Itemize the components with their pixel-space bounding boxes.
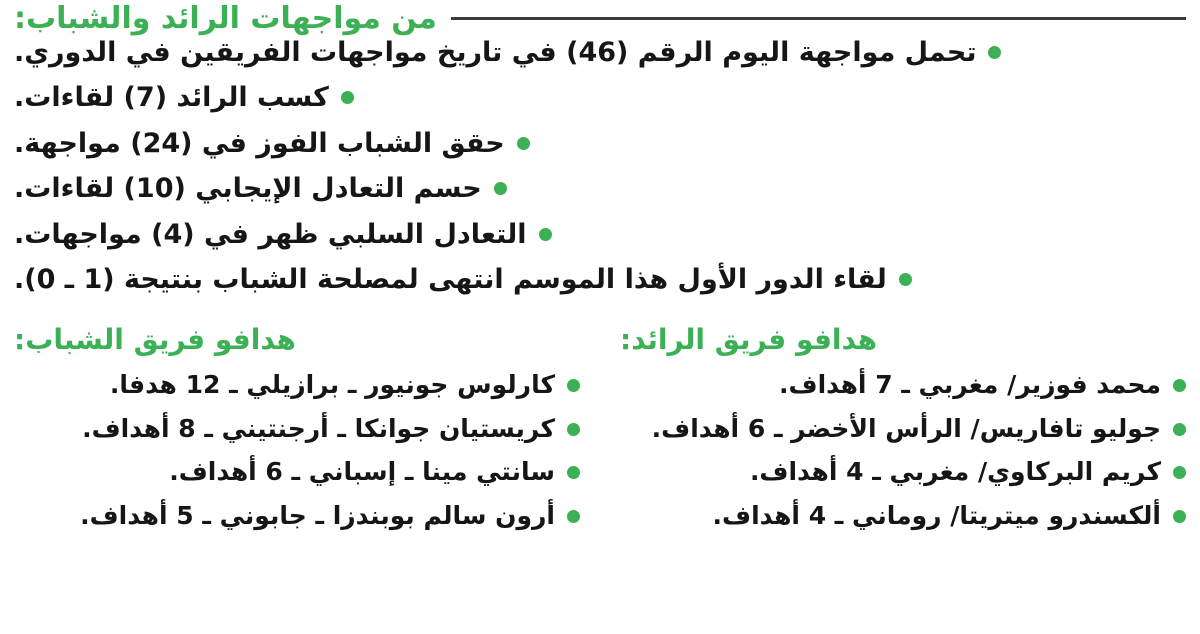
scorer-text: محمد فوزير/ مغربي ـ 7 أهداف. xyxy=(779,370,1161,400)
article-page xyxy=(0,2,1200,634)
list-item xyxy=(14,369,580,402)
bullet-dot-icon xyxy=(517,137,530,150)
column-title-shabab: هدافو فريق الشباب: xyxy=(14,322,296,356)
bullet-dot-icon xyxy=(567,466,580,479)
bullet-dot-icon xyxy=(567,510,580,523)
fact-text: تحمل مواجهة اليوم الرقم (46) في تاريخ مواجهات الفريقين في الدوري. xyxy=(14,37,977,68)
scorers-columns xyxy=(14,322,1186,544)
fact-text: لقاء الدور الأول هذا الموسم انتهى لمصلحة الشباب بنتيجة (1 ـ 0). xyxy=(14,264,887,296)
list-item xyxy=(14,500,580,533)
scorer-text: كريستيان جوانكا ـ أرجنتيني ـ 8 أهداف. xyxy=(82,413,555,443)
list-item xyxy=(14,262,1186,298)
list-item xyxy=(620,456,1186,489)
bullet-dot-icon xyxy=(1173,510,1186,523)
scorer-text: سانتي مينا ـ إسباني ـ 6 أهداف. xyxy=(169,457,555,487)
list-item xyxy=(14,126,1186,162)
scorer-text: ألكسندرو ميتريتا/ روماني ـ 4 أهداف. xyxy=(712,500,1161,530)
shabab-scorers-list xyxy=(14,369,580,532)
bullet-dot-icon xyxy=(1173,379,1186,392)
section-heading: من مواجهات الرائد والشباب: xyxy=(14,1,437,36)
bullet-dot-icon xyxy=(567,379,580,392)
scorer-text: كريم البركاوي/ مغربي ـ 4 أهداف. xyxy=(749,457,1161,487)
list-item xyxy=(620,413,1186,446)
bullet-dot-icon xyxy=(1173,423,1186,436)
facts-list xyxy=(14,35,1186,299)
list-item xyxy=(14,171,1186,207)
column-title-raed: هدافو فريق الرائد: xyxy=(620,322,878,356)
column-raed-scorers xyxy=(620,322,1186,544)
list-item xyxy=(14,413,580,446)
scorer-text: أرون سالم بوبندزا ـ جابوني ـ 5 أهداف. xyxy=(80,500,555,530)
list-item xyxy=(620,500,1186,533)
bullet-dot-icon xyxy=(567,423,580,436)
bullet-dot-icon xyxy=(1173,466,1186,479)
bullet-dot-icon xyxy=(899,273,912,286)
list-item xyxy=(14,456,580,489)
heading-rule xyxy=(451,17,1186,20)
fact-text: كسب الرائد (7) لقاءات. xyxy=(14,82,329,114)
fact-text: حسم التعادل الإيجابي (10) لقاءات. xyxy=(14,173,482,205)
scorer-text: كارلوس جونيور ـ برازيلي ـ 12 هدفا. xyxy=(109,370,555,400)
bullet-dot-icon xyxy=(539,228,552,241)
fact-text: حقق الشباب الفوز في (24) مواجهة. xyxy=(14,127,505,159)
fact-text: التعادل السلبي ظهر في (4) مواجهات. xyxy=(14,218,527,250)
raed-scorers-list xyxy=(620,369,1186,532)
column-shabab-scorers xyxy=(14,322,580,544)
bullet-dot-icon xyxy=(988,46,1001,59)
list-item xyxy=(620,369,1186,402)
bullet-dot-icon xyxy=(494,182,507,195)
section-heading-row xyxy=(14,2,1186,35)
list-item xyxy=(14,217,1186,253)
scorer-text: جوليو تافاريس/ الرأس الأخضر ـ 6 أهداف. xyxy=(651,413,1161,443)
list-item xyxy=(14,35,1186,71)
list-item xyxy=(14,80,1186,116)
bullet-dot-icon xyxy=(341,91,354,104)
